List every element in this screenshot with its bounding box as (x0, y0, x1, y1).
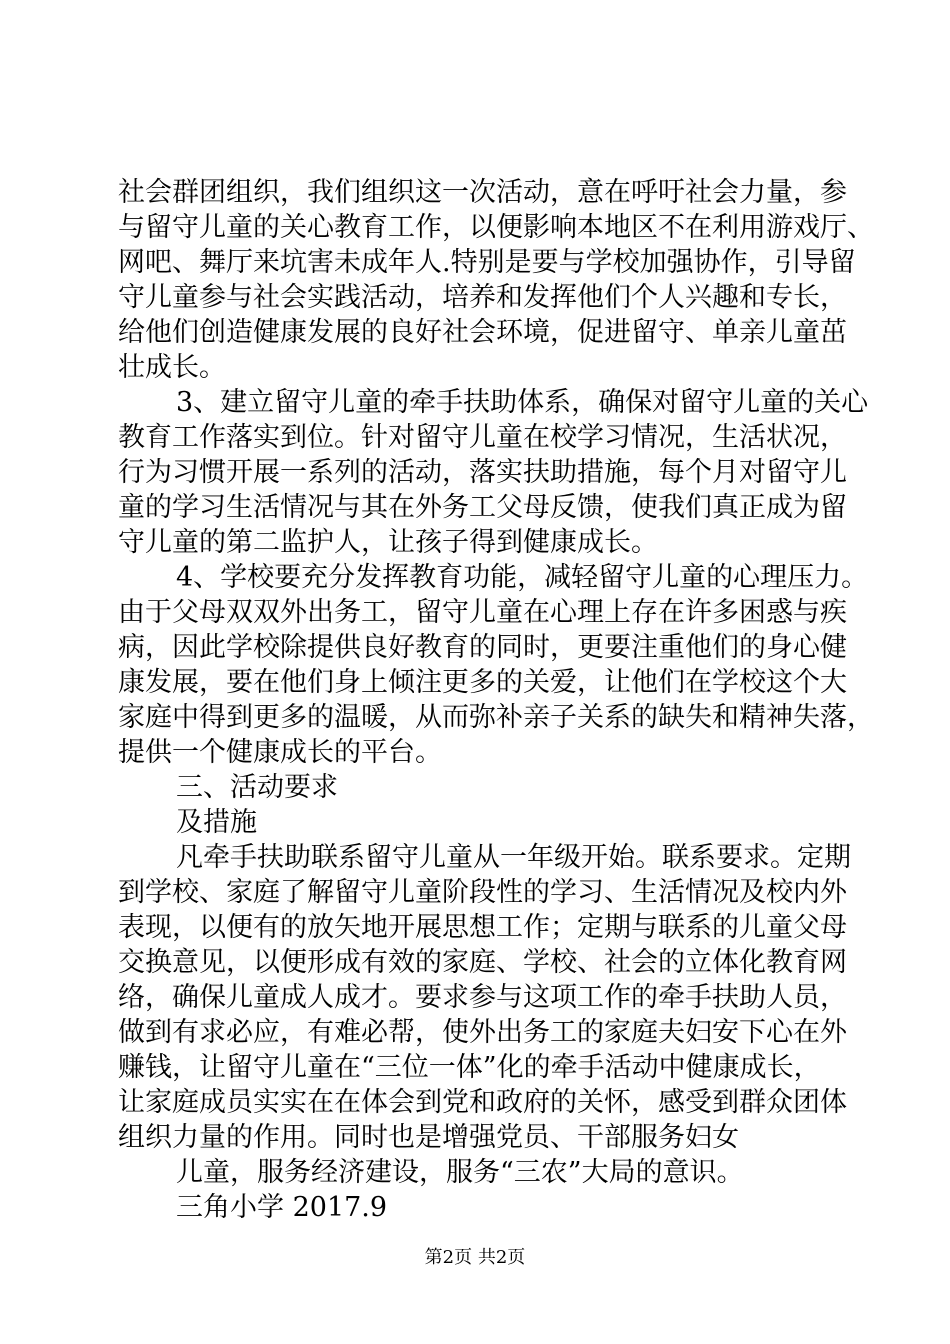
body-line: 守儿童参与社会实践活动，培养和发挥他们个人兴趣和专长， (118, 282, 847, 313)
body-line: 社会群团组织，我们组织这一次活动，意在呼吁社会力量，参 (118, 177, 847, 208)
body-line: 赚钱，让留守儿童在“三位一体”化的牵手活动中健康成长， (118, 1052, 821, 1083)
body-line: 教育工作落实到位。针对留守儿童在校学习情况，生活状况， (118, 422, 847, 453)
body-line: 到学校、家庭了解留守儿童阶段性的学习、生活情况及校内外 (118, 877, 847, 908)
body-line: 做到有求必应，有难必帮，使外出务工的家庭夫妇安下心在外 (118, 1017, 847, 1048)
body-line: 儿童，服务经济建设，服务“三农”大局的意识。 (176, 1157, 744, 1188)
body-line: 病，因此学校除提供良好教育的同时，更要注重他们的身心健 (118, 632, 847, 663)
body-line: 给他们创造健康发展的良好社会环境，促进留守、单亲儿童茁 (118, 317, 847, 348)
body-line: 行为习惯开展一系列的活动，落实扶助措施，每个月对留守儿 (118, 457, 847, 488)
body-line: 壮成长。 (118, 352, 226, 383)
body-line: 提供一个健康成长的平台。 (118, 737, 442, 768)
body-line: 组织力量的作用。同时也是增强党员、干部服务妇女 (118, 1122, 739, 1153)
body-line: 家庭中得到更多的温暖，从而弥补亲子关系的缺失和精神失落， (118, 702, 874, 733)
body-line: 网吧、舞厅来坑害未成年人.特别是要与学校加强协作，引导留 (118, 247, 856, 278)
body-line: 守儿童的第二监护人，让孩子得到健康成长。 (118, 527, 658, 558)
body-line: 表现，以便有的放矢地开展思想工作；定期与联系的儿童父母 (118, 912, 847, 943)
body-line: 康发展，要在他们身上倾注更多的关爱，让他们在学校这个大 (118, 667, 847, 698)
body-line: 4、学校要充分发挥教育功能，减轻留守儿童的心理压力。 (176, 562, 869, 593)
signature-line: 三角小学 2017.9 (176, 1192, 388, 1223)
body-line: 童的学习生活情况与其在外务工父母反馈，使我们真正成为留 (118, 492, 847, 523)
body-line: 3、建立留守儿童的牵手扶助体系，确保对留守儿童的关心 (176, 387, 869, 418)
page-footer: 第2页 共2页 (424, 1247, 526, 1268)
body-line: 与留守儿童的关心教育工作，以便影响本地区不在利用游戏厅、 (118, 212, 874, 243)
body-line: 凡牵手扶助联系留守儿童从一年级开始。联系要求。定期 (176, 842, 851, 873)
section-heading: 及措施 (176, 807, 257, 838)
section-heading: 三、活动要求 (176, 772, 338, 803)
body-line: 让家庭成员实实在在体会到党和政府的关怀，感受到群众团体 (118, 1087, 847, 1118)
body-line: 由于父母双双外出务工，留守儿童在心理上存在许多困惑与疾 (118, 597, 847, 628)
body-line: 交换意见，以便形成有效的家庭、学校、社会的立体化教育网 (118, 947, 847, 978)
body-line: 络，确保儿童成人成才。要求参与这项工作的牵手扶助人员， (118, 982, 847, 1013)
